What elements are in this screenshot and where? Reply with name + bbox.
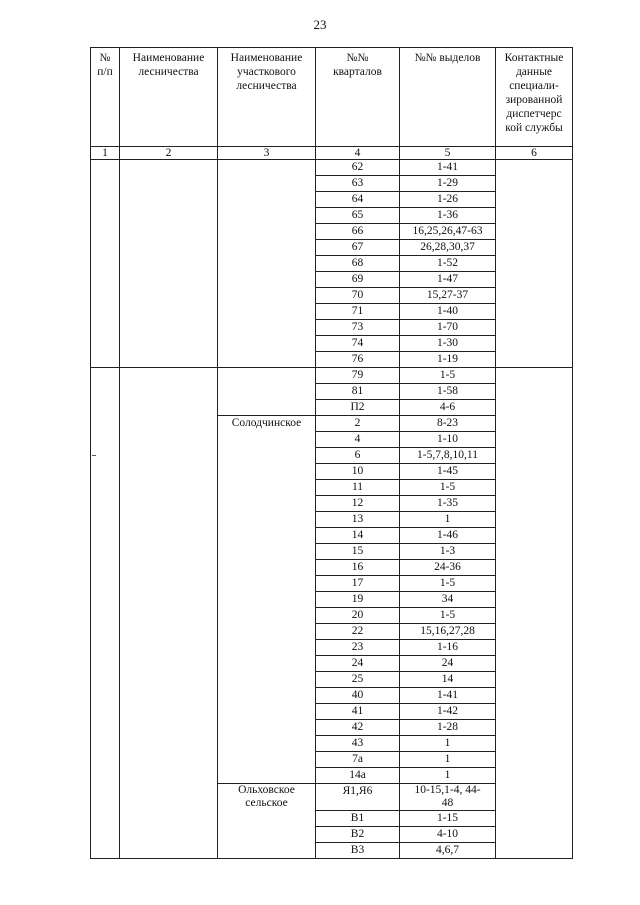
header-line: Контактные xyxy=(504,52,564,64)
quarter-cell: 67 xyxy=(316,240,400,256)
quarter-cell: 7а xyxy=(316,752,400,768)
quarter-cell: 13 xyxy=(316,512,400,528)
dispatch-cell xyxy=(496,160,573,368)
header-district-forestry xyxy=(218,48,316,147)
allotment-cell: 1-41 xyxy=(400,688,496,704)
header-line: кварталов xyxy=(333,66,382,78)
quarter-cell: 17 xyxy=(316,576,400,592)
column-number: 2 xyxy=(120,147,218,160)
allotment-cell: 1-70 xyxy=(400,320,496,336)
header-line: зированной xyxy=(505,94,563,106)
column-number: 4 xyxy=(316,147,400,160)
table-row xyxy=(91,160,573,176)
quarter-cell: 16 xyxy=(316,560,400,576)
row-number-cell xyxy=(91,160,120,368)
quarter-cell: 63 xyxy=(316,176,400,192)
allotment-cell: 1 xyxy=(400,512,496,528)
dispatch-cell xyxy=(496,368,573,859)
header-quarters xyxy=(316,48,400,147)
quarter-cell: Я1,Я6 xyxy=(316,784,400,811)
quarter-cell: 41 xyxy=(316,704,400,720)
quarter-cell: В2 xyxy=(316,827,400,843)
allotment-cell: 4-6 xyxy=(400,400,496,416)
quarter-cell: 22 xyxy=(316,624,400,640)
row-number-cell xyxy=(91,368,120,859)
allotment-cell: 1-5 xyxy=(400,480,496,496)
allotment-cell: 1-15 xyxy=(400,811,496,827)
quarter-cell: 6 xyxy=(316,448,400,464)
quarter-cell: 20 xyxy=(316,608,400,624)
quarter-cell: В3 xyxy=(316,843,400,859)
quarter-cell: 4 xyxy=(316,432,400,448)
header-line: диспетчерс xyxy=(506,108,562,120)
quarter-cell: 81 xyxy=(316,384,400,400)
allotment-cell: 15,27-37 xyxy=(400,288,496,304)
quarter-cell: 74 xyxy=(316,336,400,352)
allotment-cell: 1-36 xyxy=(400,208,496,224)
header-allotments xyxy=(400,48,496,147)
allotment-cell: 1-5 xyxy=(400,608,496,624)
forestry-cell xyxy=(120,160,218,368)
allotment-cell: 16,25,26,47-63 xyxy=(400,224,496,240)
column-number-row xyxy=(91,147,573,160)
quarter-cell: 19 xyxy=(316,592,400,608)
allotment-line: 48 xyxy=(441,797,454,809)
quarter-cell: 11 xyxy=(316,480,400,496)
district-name-line: сельское xyxy=(245,797,288,809)
quarter-cell: 79 xyxy=(316,368,400,384)
district-cell xyxy=(218,160,316,368)
quarter-cell: 70 xyxy=(316,288,400,304)
column-number: 5 xyxy=(400,147,496,160)
allotment-cell: 1 xyxy=(400,768,496,784)
quarter-cell: 24 xyxy=(316,656,400,672)
allotment-line: 10-15,1-4, 44- xyxy=(414,784,481,796)
header-forestry xyxy=(120,48,218,147)
column-number: 3 xyxy=(218,147,316,160)
allotment-cell: 26,28,30,37 xyxy=(400,240,496,256)
quarter-cell: 68 xyxy=(316,256,400,272)
header-line: Наименование xyxy=(132,52,205,64)
district-name-solodchinskoe: Солодчинское xyxy=(218,416,316,784)
quarter-cell: 43 xyxy=(316,736,400,752)
quarter-cell: 76 xyxy=(316,352,400,368)
allotment-cell: 1 xyxy=(400,752,496,768)
allotment-cell: 24 xyxy=(400,656,496,672)
allotment-cell: 1-35 xyxy=(400,496,496,512)
allotment-cell: 4,6,7 xyxy=(400,843,496,859)
allotment-cell: 1-42 xyxy=(400,704,496,720)
allotment-cell: 1 xyxy=(400,736,496,752)
allotment-cell: 14 xyxy=(400,672,496,688)
table-body xyxy=(91,147,573,859)
quarter-cell: 25 xyxy=(316,672,400,688)
allotment-cell: 34 xyxy=(400,592,496,608)
quarter-cell: 62 xyxy=(316,160,400,176)
quarter-cell: П2 xyxy=(316,400,400,416)
quarter-cell: 14а xyxy=(316,768,400,784)
allotment-cell: 15,16,27,28 xyxy=(400,624,496,640)
allotment-cell: 1-10 xyxy=(400,432,496,448)
header-row xyxy=(91,48,573,147)
district-name-olkhovskoe xyxy=(218,784,316,859)
header-line: №№ xyxy=(346,52,369,64)
allotment-cell xyxy=(400,784,496,811)
allotment-cell: 1-29 xyxy=(400,176,496,192)
allotment-cell: 1-26 xyxy=(400,192,496,208)
allotment-cell: 24-36 xyxy=(400,560,496,576)
quarter-cell: 40 xyxy=(316,688,400,704)
header-line: специали- xyxy=(509,80,559,92)
page-number: 23 xyxy=(313,17,327,32)
allotment-cell: 1-19 xyxy=(400,352,496,368)
quarter-cell: 12 xyxy=(316,496,400,512)
allotment-cell: 1-47 xyxy=(400,272,496,288)
allotment-cell: 1-16 xyxy=(400,640,496,656)
allotment-cell: 1-28 xyxy=(400,720,496,736)
quarter-cell: 71 xyxy=(316,304,400,320)
header-line: участкового xyxy=(237,66,296,78)
column-number: 6 xyxy=(496,147,573,160)
quarter-cell: 66 xyxy=(316,224,400,240)
header-line: кой службы xyxy=(505,122,563,134)
allotment-cell: 8-23 xyxy=(400,416,496,432)
allotment-cell: 1-3 xyxy=(400,544,496,560)
quarter-cell: 65 xyxy=(316,208,400,224)
allotment-cell: 1-5 xyxy=(400,368,496,384)
quarter-cell: 73 xyxy=(316,320,400,336)
allotment-cell: 1-40 xyxy=(400,304,496,320)
quarter-cell: 23 xyxy=(316,640,400,656)
forestry-cell xyxy=(120,368,218,859)
header-dispatch-contacts xyxy=(496,48,573,147)
district-cell xyxy=(218,368,316,416)
header-line: п/п xyxy=(97,66,113,78)
allotment-cell: 1-5,7,8,10,11 xyxy=(400,448,496,464)
allotment-cell: 4-10 xyxy=(400,827,496,843)
allotment-cell: 1-52 xyxy=(400,256,496,272)
quarter-cell: 15 xyxy=(316,544,400,560)
allotment-cell: 1-58 xyxy=(400,384,496,400)
allotment-cell: 1-46 xyxy=(400,528,496,544)
header-line: данные xyxy=(515,66,553,78)
quarter-cell: 14 xyxy=(316,528,400,544)
header-line: № xyxy=(99,52,111,64)
quarter-cell: 2 xyxy=(316,416,400,432)
quarter-cell: 69 xyxy=(316,272,400,288)
quarter-cell: 42 xyxy=(316,720,400,736)
forest-table xyxy=(90,47,573,859)
district-name-line: Ольховское xyxy=(238,784,295,796)
header-number xyxy=(91,48,120,147)
table-row xyxy=(91,368,573,384)
allotment-cell: 1-30 xyxy=(400,336,496,352)
header-line: лесничества xyxy=(236,80,297,92)
column-number: 1 xyxy=(91,147,120,160)
allotment-cell: 1-5 xyxy=(400,576,496,592)
allotment-cell: 1-45 xyxy=(400,464,496,480)
quarter-cell: В1 xyxy=(316,811,400,827)
quarter-cell: 64 xyxy=(316,192,400,208)
allotment-cell: 1-41 xyxy=(400,160,496,176)
header-line: лесничества xyxy=(138,66,199,78)
quarter-cell: 10 xyxy=(316,464,400,480)
header-line: Наименование xyxy=(230,52,303,64)
header-line: №№ выделов xyxy=(414,52,481,64)
